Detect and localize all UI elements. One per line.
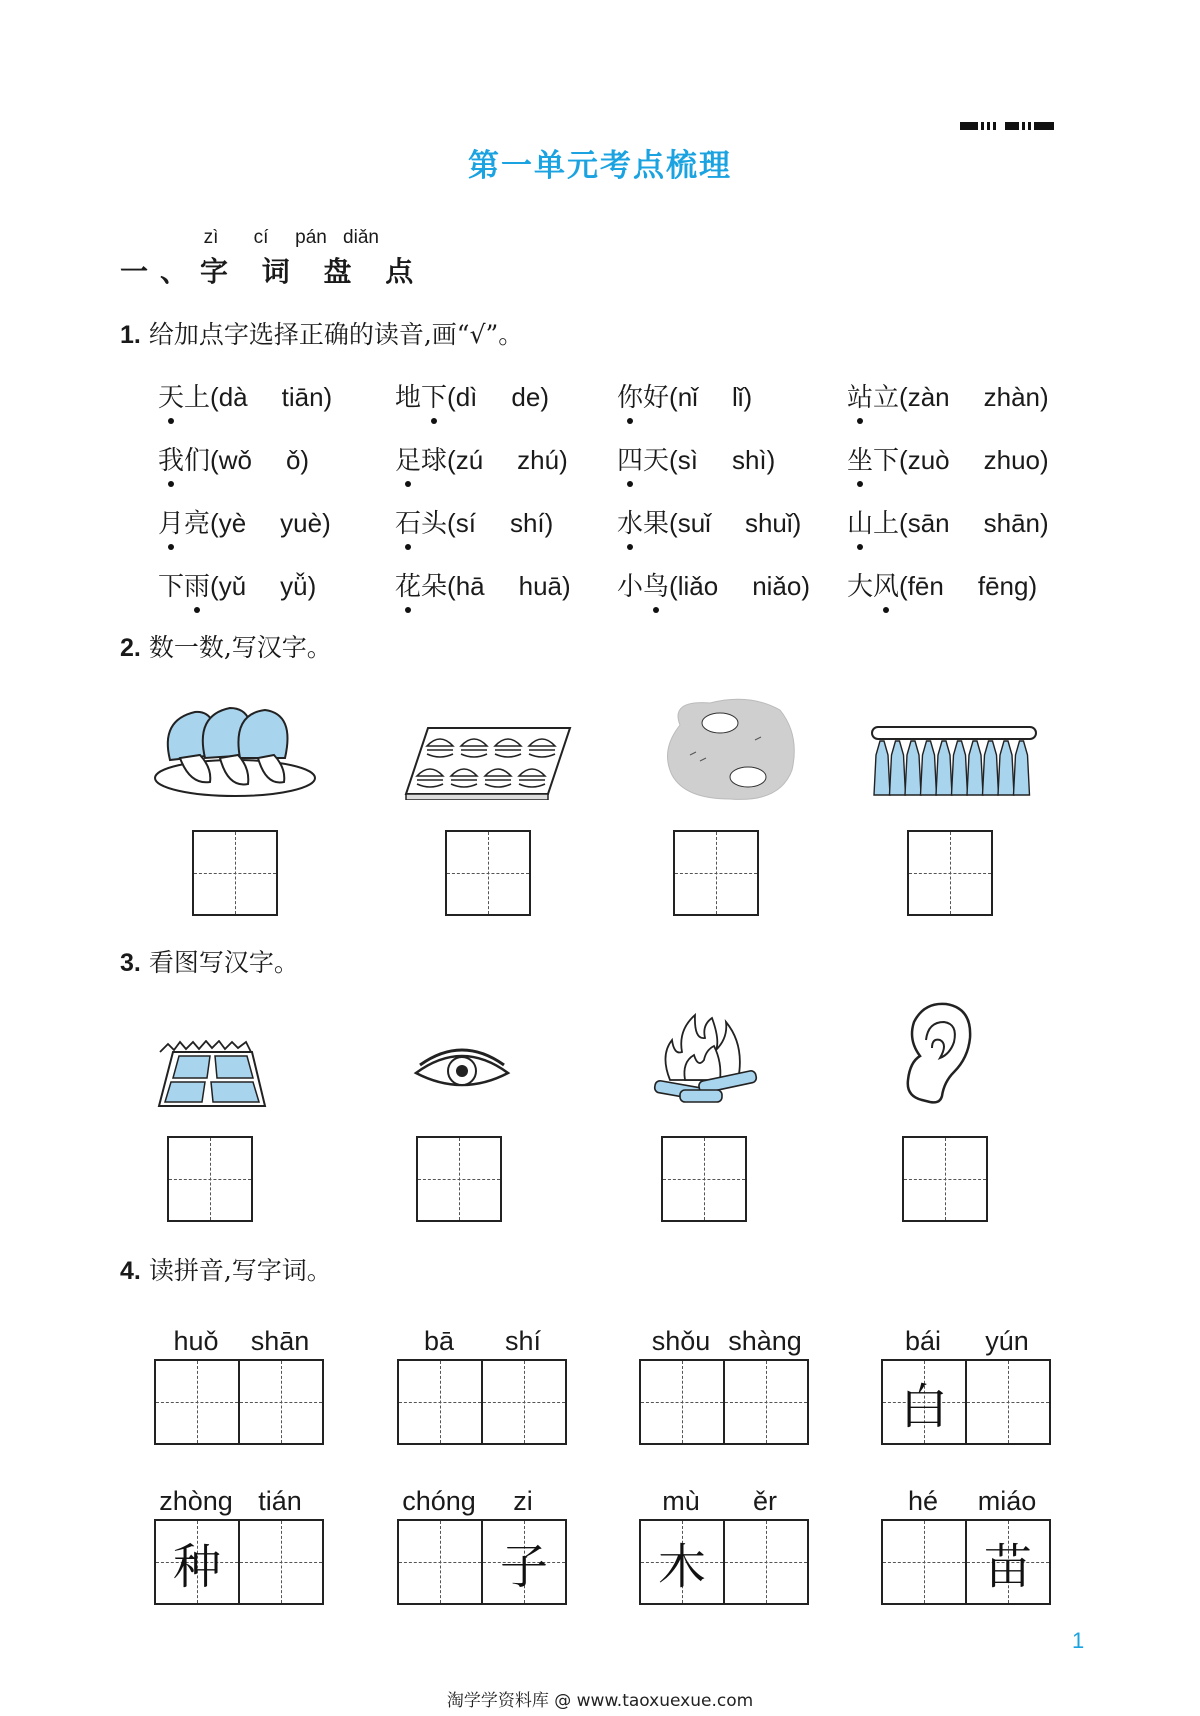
pinyin-syllable: shí [504,1326,542,1356]
writing-grid-box[interactable] [481,1519,567,1605]
reading-choice-item [847,503,1049,540]
pinyin-syllable: zhòng [159,1486,233,1516]
written-character [725,1361,807,1443]
word-char: 大 [847,572,874,602]
writing-grid-box[interactable] [639,1359,725,1445]
word-char: 们 [184,446,211,476]
pinyin-option-a[interactable]: yè [218,508,247,538]
section-pinyin-syllable: diǎn [343,227,379,248]
reading-choice-item [158,566,316,603]
pinyin-option-b[interactable]: niǎo [752,571,802,601]
paren-open: ( [210,382,219,412]
word-char: 山 [847,503,873,540]
footer-watermark: 淘学学资料库 @ www.taoxuexue.com [446,1691,754,1711]
paren-open: ( [447,508,456,538]
paren-close: ) [766,445,776,475]
pinyin-option-a[interactable]: dì [455,382,478,412]
question-1-title [120,315,523,351]
word-char: 下 [421,377,447,414]
writing-grid-box[interactable] [397,1519,483,1605]
paren-close: ) [300,445,310,475]
writing-grid-box[interactable] [192,830,278,916]
pinyin-option-a[interactable]: dà [218,382,248,412]
reading-choice-item [395,503,553,540]
pinyin-option-a[interactable]: suǐ [677,508,711,538]
pinyin-option-a[interactable]: zàn [907,382,950,412]
word-char: 月 [158,503,184,540]
reading-choice-item [395,377,549,414]
question-text: 看图写汉字。 [148,948,299,977]
paren-close: ) [1040,382,1049,412]
paren-close: ) [307,571,317,601]
paren-open: ( [899,571,908,601]
question-number: 2. [120,634,141,662]
pinyin-option-a[interactable]: zuò [907,445,950,475]
pinyin-option-b[interactable]: shuǐ [744,508,793,538]
pinyin-option-b[interactable]: zhú [517,445,560,475]
paren-open: ( [210,445,219,475]
paren-close: ) [792,508,802,538]
word-char: 天 [643,446,670,476]
paren-close: ) [559,445,568,475]
barcode-mark [960,120,1055,130]
writing-grid-box[interactable] [639,1519,725,1605]
word-char: 风 [873,566,899,603]
written-character [725,1521,807,1603]
paren-open: ( [899,508,908,538]
word-char: 下 [158,572,185,602]
pinyin-option-a[interactable]: liǎo [677,571,719,601]
paren-close: ) [801,571,811,601]
written-character [399,1361,481,1443]
eye-image [412,1045,512,1097]
paren-open: ( [210,571,219,601]
word-char: 雨 [184,566,210,603]
word-char: 头 [421,509,448,539]
paren-open: ( [447,382,456,412]
writing-grid-box[interactable] [154,1359,240,1445]
shirt-icon [983,741,999,795]
word-char: 花 [395,566,421,603]
reading-choice-item [617,377,752,414]
ear-image [902,1000,977,1105]
shirt-icon [905,741,921,795]
writing-grid-box[interactable] [445,830,531,916]
pinyin-option-a[interactable]: hā [455,571,485,601]
word-char: 好 [643,383,670,413]
pinyin-syllable: mù [662,1486,700,1516]
paren-close: ) [1028,571,1038,601]
shirt-icon [952,741,968,795]
reading-choice-item [847,566,1037,603]
pinyin-syllable: ěr [752,1486,777,1516]
pinyin-option-b[interactable]: lǐ [731,382,744,412]
question-number: 1. [120,321,141,349]
shirt-icon [998,741,1014,795]
written-character: 苗 [983,1538,1032,1595]
writing-grid-box[interactable] [902,1136,988,1222]
pinyin-syllable: shǒu [651,1326,711,1356]
writing-grid-box[interactable] [723,1519,809,1605]
writing-grid-box[interactable] [481,1359,567,1445]
writing-grid-box[interactable] [397,1359,483,1445]
written-character [483,1361,565,1443]
clothes-image [870,725,1040,805]
written-character [240,1521,322,1603]
section-pinyin [186,227,386,249]
reading-choice-item [617,440,775,477]
word-char: 我 [158,440,184,477]
pinyin-syllable: shān [250,1326,310,1356]
pinyin-syllable: bā [423,1326,455,1356]
pinyin-option-b[interactable]: zhàn [983,382,1041,412]
page-number: 1 [1072,1628,1085,1653]
written-character [240,1361,322,1443]
question-text: 给加点字选择正确的读音,画“√”。 [148,320,524,349]
reading-choice-item [395,440,568,477]
word-char: 亮 [184,509,211,539]
written-character: 子 [499,1538,548,1595]
writing-grid-box[interactable] [238,1519,324,1605]
pinyin-option-a[interactable]: fēn [907,571,944,601]
written-character: 白 [899,1378,948,1435]
word-char: 四 [617,440,643,477]
paren-close: ) [562,571,571,601]
question-text: 读拼音,写字词。 [148,1256,332,1285]
written-character: 种 [172,1538,221,1595]
paren-open: ( [669,445,678,475]
pinyin-syllable: shàng [728,1326,802,1356]
reading-choice-item [617,566,810,603]
reading-choice-item [847,440,1049,477]
word-char: 地 [395,383,422,413]
pinyin-option-b[interactable]: shān [983,508,1041,538]
shirt-icon [936,741,952,795]
word-char: 站 [847,377,873,414]
pinyin-option-b[interactable]: shì [731,445,767,475]
sheep-image [660,695,800,805]
shirt-icon [890,741,906,795]
word-char: 下 [873,446,900,476]
writing-grid-box[interactable] [723,1359,809,1445]
pinyin-syllable: chóng [402,1486,476,1516]
paren-close: ) [544,508,554,538]
paren-close: ) [322,508,331,538]
question-3-title [120,943,299,979]
paren-open: ( [899,445,908,475]
paren-open: ( [447,445,456,475]
pinyin-option-b[interactable]: fēng [977,571,1029,601]
paren-open: ( [669,571,678,601]
page-title: 第一单元考点梳理 [468,148,732,184]
word-char: 球 [421,446,448,476]
reading-choice-item [847,377,1049,414]
written-character [641,1361,723,1443]
writing-grid-box[interactable] [167,1136,253,1222]
pinyin-option-a[interactable]: sì [677,445,698,475]
shirt-icon [874,741,890,795]
question-text: 数一数,写汉字。 [148,633,332,662]
pinyin-syllable: zi [513,1486,533,1516]
shirt-icon [921,741,937,795]
pinyin-option-b[interactable]: ǒ [285,445,301,475]
paren-close: ) [1040,508,1049,538]
writing-grid-box[interactable] [965,1519,1051,1605]
word-char: 朵 [421,572,448,602]
written-character [156,1361,238,1443]
shirt-icon [967,741,983,795]
written-character [399,1521,481,1603]
paren-open: ( [899,382,908,412]
word-char: 果 [643,509,670,539]
reading-choice-item [395,566,571,603]
pinyin-option-b[interactable]: zhuo [983,445,1041,475]
paren-open: ( [210,508,219,538]
pinyin-option-a[interactable]: zú [455,445,484,475]
pinyin-option-a[interactable]: sān [907,508,950,538]
pinyin-option-b[interactable]: shí [509,508,545,538]
word-char: 上 [184,383,211,413]
question-2-title [120,628,332,664]
field-image [155,1040,270,1110]
writing-grid-box[interactable] [661,1136,747,1222]
section-pinyin-syllable: zì [203,227,219,248]
burgers-image [398,720,578,800]
section-heading: 一、字 词 盘 点 [120,255,426,288]
pinyin-syllable: bái [904,1326,942,1356]
pinyin-option-b[interactable]: de [511,382,541,412]
writing-grid-box[interactable] [881,1519,967,1605]
writing-grid-box[interactable] [416,1136,502,1222]
reading-choice-item [158,377,332,414]
writing-grid-box[interactable] [238,1359,324,1445]
pinyin-option-b[interactable]: yuè [280,508,323,538]
pinyin-syllable: hé [907,1486,939,1516]
paren-close: ) [743,382,753,412]
word-char: 小 [617,572,644,602]
pinyin-option-a[interactable]: wǒ [218,445,252,475]
word-char: 水 [617,503,643,540]
written-character [967,1361,1049,1443]
word-char: 坐 [847,440,873,477]
word-char: 你 [617,377,643,414]
fire-image [650,1010,760,1110]
word-char: 上 [873,509,900,539]
written-character [883,1521,965,1603]
question-number: 4. [120,1257,141,1285]
pinyin-option-a[interactable]: yǔ [218,571,247,601]
paren-open: ( [669,508,678,538]
pinyin-syllable: yún [985,1326,1029,1356]
pinyin-syllable: tián [258,1486,302,1516]
paren-open: ( [447,571,456,601]
cabbage-image [150,700,320,800]
writing-grid-box[interactable] [154,1519,240,1605]
question-4-title [120,1251,332,1287]
pinyin-syllable: huǒ [173,1326,219,1356]
reading-choice-item [158,503,331,540]
pinyin-option-b[interactable]: yǚ [280,571,308,601]
shirt-icon [1014,741,1030,795]
paren-close: ) [323,382,333,412]
writing-grid-box[interactable] [881,1359,967,1445]
writing-grid-box[interactable] [907,830,993,916]
writing-grid-box[interactable] [965,1359,1051,1445]
word-char: 鸟 [643,566,669,603]
paren-close: ) [1040,445,1049,475]
paren-open: ( [669,382,678,412]
pinyin-option-b[interactable]: huā [518,571,563,601]
paren-close: ) [540,382,549,412]
word-char: 立 [873,383,900,413]
word-char: 足 [395,440,421,477]
pinyin-option-a[interactable]: nǐ [677,382,698,412]
section-pinyin-syllable: cí [253,227,269,248]
word-char: 石 [395,503,421,540]
pinyin-option-a[interactable]: sí [455,508,476,538]
writing-grid-box[interactable] [673,830,759,916]
section-pinyin-syllable: pán [295,227,327,248]
pinyin-syllable: miáo [977,1486,1037,1516]
written-character: 木 [657,1538,706,1595]
word-char: 天 [158,377,184,414]
pinyin-option-b[interactable]: tiān [281,382,324,412]
reading-choice-item [158,440,309,477]
question-number: 3. [120,949,141,977]
reading-choice-item [617,503,801,540]
